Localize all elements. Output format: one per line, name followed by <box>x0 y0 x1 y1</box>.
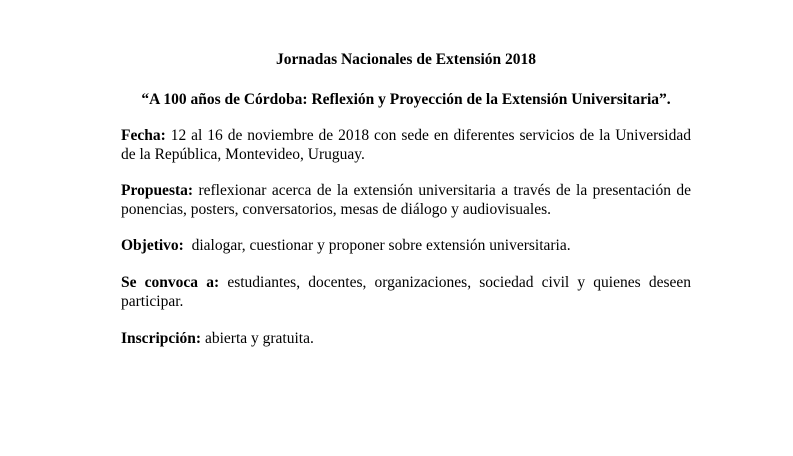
section-label: Fecha: <box>121 127 166 144</box>
section-fecha <box>121 126 691 164</box>
section-label: Inscripción: <box>121 330 202 347</box>
document-title: Jornadas Nacionales de Extensión 2018 <box>275 51 537 68</box>
section-text: dialogar, cuestionar y proponer sobre extensión universitaria. <box>183 237 571 254</box>
section-text: reflexionar acerca de la extensión universitaria a través de la presentación de ponencias, posters, conversatorios, mesas de diálogo y audiovisuales. <box>121 182 691 218</box>
section-inscripcion <box>121 329 691 348</box>
section-label: Objetivo: <box>121 237 184 254</box>
section-label: Se convoca a: <box>121 274 220 291</box>
document-subtitle: “A 100 años de Córdoba: Reflexión y Proyección de la Extensión Universitaria”. <box>141 91 671 108</box>
document-page <box>121 50 691 347</box>
section-convocatoria <box>121 273 691 311</box>
section-text: abierta y gratuita. <box>201 330 314 347</box>
section-text: 12 al 16 de noviembre de 2018 con sede en diferentes servicios de la Universidad de la República, Montevideo, Uruguay. <box>121 127 691 163</box>
section-text: estudiantes, docentes, organizaciones, sociedad civil y quienes deseen participar. <box>121 274 691 310</box>
section-label: Propuesta: <box>121 182 194 199</box>
section-propuesta <box>121 181 691 219</box>
section-objetivo <box>121 236 691 255</box>
